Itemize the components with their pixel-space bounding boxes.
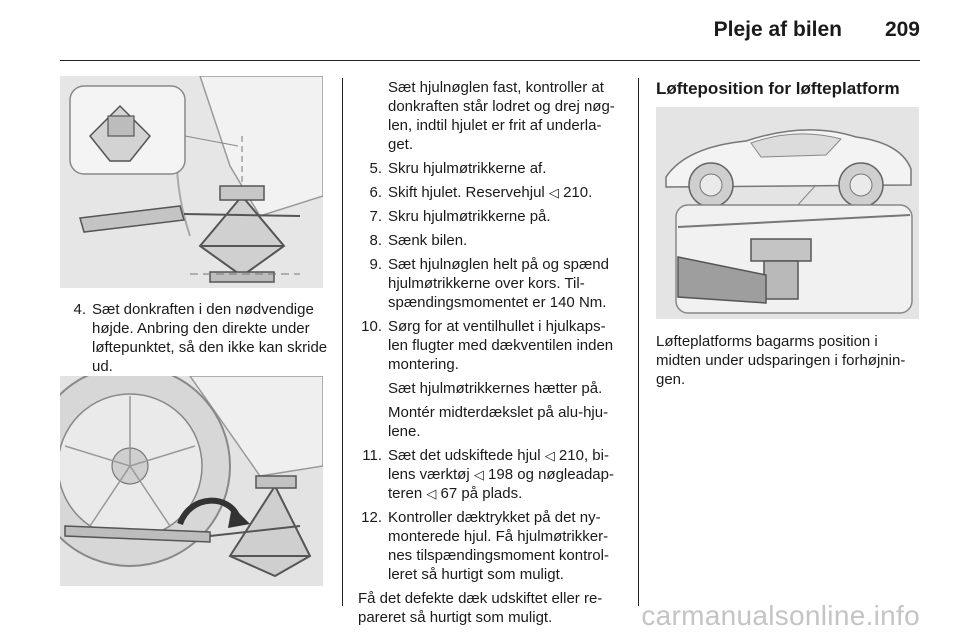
column-divider-right (638, 78, 639, 606)
step-11 (358, 446, 620, 503)
step-number: 12. (361, 509, 382, 526)
page-reference-arrow-icon: ◁ (473, 467, 484, 482)
step-text: Kontroller dæktrykket på det ny-monterede hjul. Få hjulmøtrikker-nes tilspændingsmoment kontrol-leret så hurtigt som muligt. (388, 509, 609, 583)
header-title: Pleje af bilen (713, 18, 842, 41)
step-text: Sæt det udskiftede hjul (388, 447, 545, 464)
step-8 (358, 231, 620, 250)
step-text: Skru hjulmøtrikkerne på. (388, 208, 551, 225)
step-7 (358, 207, 620, 226)
step-text: Skru hjulmøtrikkerne af. (388, 160, 547, 177)
center-cover-note: Montér midterdækslet på alu-hju-lene. (388, 404, 609, 440)
column-divider-left (342, 78, 343, 606)
left-column-text (62, 300, 332, 381)
step-number: 8. (369, 232, 382, 249)
step-number: 5. (369, 160, 382, 177)
header-rule (60, 60, 920, 61)
step-number: 10. (361, 318, 382, 335)
step-9 (358, 255, 620, 312)
step-text: 67 på plads. (436, 485, 523, 502)
lift-platform-position-illustration (656, 107, 919, 319)
hub-caps-note: Sæt hjulmøtrikkernes hætter på. (388, 380, 603, 397)
right-column-text (656, 78, 922, 100)
step-text: Skift hjulet. Reservehjul (388, 184, 549, 201)
step-number: 7. (369, 208, 382, 225)
step-6 (358, 183, 620, 202)
step-number: 9. (369, 256, 382, 273)
jack-lift-point-illustration (60, 76, 323, 288)
step-text: 210, bi-lens værktøj (388, 447, 609, 483)
step-12 (358, 508, 620, 584)
step-number: 11. (362, 447, 382, 464)
step-text: Sænk bilen. (388, 232, 468, 249)
step-5 (358, 159, 620, 178)
step-10 (358, 317, 620, 374)
step-text: Sæt donkraften i den nødvendige højde. Anbring den direkte under løftepunktet, så den ikke kan skride ud. (92, 301, 328, 375)
lift-position-text (656, 332, 922, 394)
step-number: 4. (73, 301, 86, 318)
page-reference-arrow-icon: ◁ (548, 185, 559, 200)
step-text: 198 og nøgleadap-teren (388, 466, 614, 502)
page-reference-arrow-icon: ◁ (544, 448, 555, 463)
lift-position-description: Løfteplatforms bagarms position i midten under udsparingen i forhøjnin-gen. (656, 333, 906, 388)
step-text: 210. (558, 184, 593, 201)
watermark: carmanualsonline.info (641, 600, 920, 631)
step-text: Sørg for at ventilhullet i hjulkaps-len flugter med dækventilen inden montering. (388, 318, 614, 373)
jack-wrench-instruction: Sæt hjulnøglen fast, kontroller at donkraften står lodret og drej nøg-len, indtil hjulet er frit af underla-get. (388, 79, 615, 153)
page-reference-arrow-icon: ◁ (426, 486, 437, 501)
closing-paragraph: Få det defekte dæk udskiftet eller re-pareret så hurtigt som muligt. (358, 590, 603, 626)
step-4 (62, 300, 332, 376)
page-number: 209 (884, 18, 920, 41)
step-text: Sæt hjulnøglen helt på og spænd hjulmøtrikkerne over kors. Til-spændingsmomentet er 140 Nm. (388, 256, 609, 311)
wheel-wrench-jack-illustration (60, 376, 323, 586)
section-heading: Løfteposition for løfteplatform (656, 79, 900, 98)
middle-column-text (358, 78, 620, 632)
step-number: 6. (369, 184, 382, 201)
